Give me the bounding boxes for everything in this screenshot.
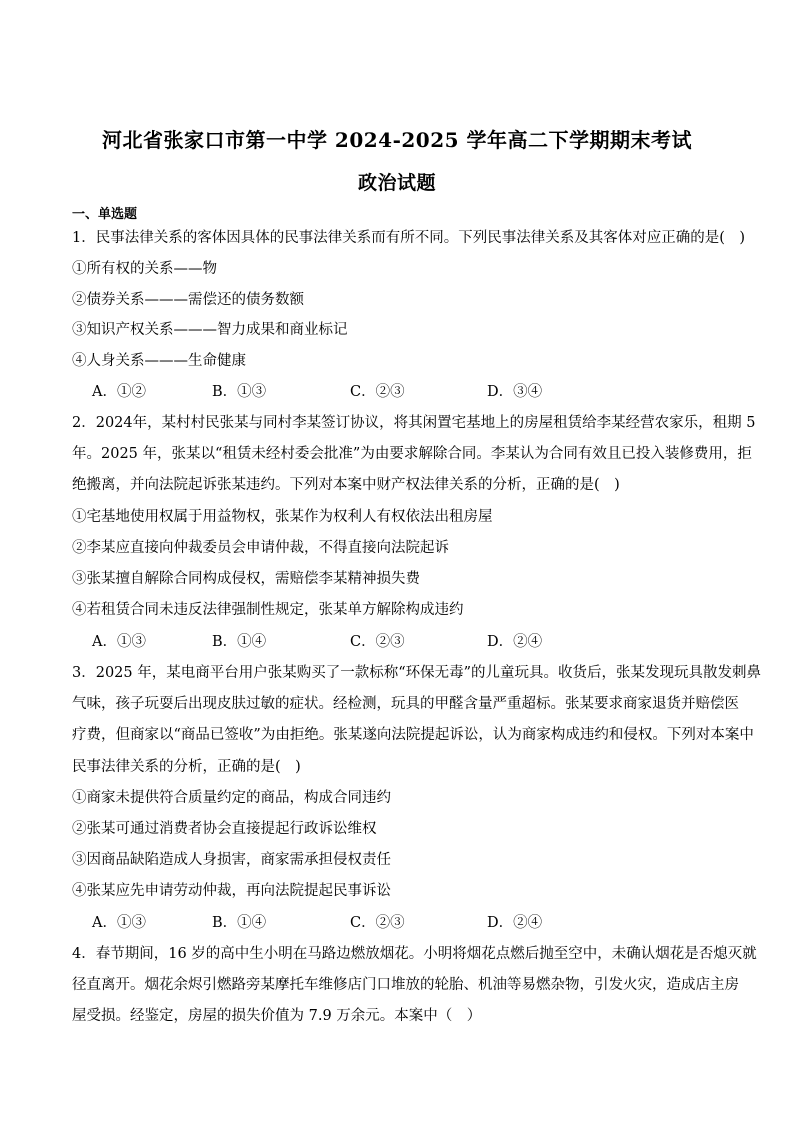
section-heading: 一、单选题: [72, 207, 138, 222]
option-d: D．②④: [487, 915, 543, 931]
question-2-item-4: ④若租赁合同未违反法律强制性规定，张某单方解除构成违约: [72, 602, 464, 618]
question-1-item-1: ①所有权的关系——物: [72, 261, 217, 277]
option-c: C．②③: [350, 915, 405, 931]
question-1-stem-line: 1．民事法律关系的客体因具体的民事法律关系而有所不同。下列民事法律关系及其客体对应正确的是( ): [72, 230, 746, 246]
question-1-item-4: ④人身关系———生命健康: [72, 353, 246, 369]
option-c: C．②③: [350, 634, 405, 650]
question-4-stem-line: 屋受损。经鉴定，房屋的损失价值为 7.9 万余元。本案中（ ）: [72, 1008, 482, 1024]
question-2-stem-line: 2．2024年，某村村民张某与同村李某签订协议，将其闲置宅基地上的房屋租赁给李某经营农家乐，租期 5: [72, 415, 756, 431]
option-b: B．①④: [212, 634, 267, 650]
question-2-item-1: ①宅基地使用权属于用益物权，张某作为权利人有权依法出租房屋: [72, 509, 493, 525]
option-d: D．③④: [487, 384, 543, 400]
question-3-item-1: ①商家未提供符合质量约定的商品，构成合同违约: [72, 790, 391, 806]
question-2-stem-line: 绝搬离，并向法院起诉张某违约。下列对本案中财产权法律关系的分析，正确的是( ): [72, 477, 620, 493]
question-1-item-3: ③知识产权关系———智力成果和商业标记: [72, 322, 348, 338]
question-2-item-3: ③张某擅自解除合同构成侵权，需赔偿李某精神损失费: [72, 571, 420, 587]
question-3-stem-line: 民事法律关系的分析，正确的是( ): [72, 759, 301, 775]
question-3-stem-line: 疗费，但商家以“商品已签收”为由拒绝。张某遂向法院提起诉讼，认为商家构成违约和侵权。下列对本案中: [72, 727, 754, 743]
question-1-options: [92, 382, 692, 402]
option-b: B．①③: [212, 384, 267, 400]
question-4-stem-line: 4．春节期间，16 岁的高中生小明在马路边燃放烟花。小明将烟花点燃后抛至空中，未确认烟花是否熄灭就: [72, 946, 757, 962]
question-3-options: [92, 913, 692, 933]
question-4-stem-line: 径直离开。烟花余烬引燃路旁某摩托车维修店门口堆放的轮胎、机油等易燃杂物，引发火灾，造成店主房: [72, 977, 739, 993]
question-3-item-2: ②张某可通过消费者协会直接提起行政诉讼维权: [72, 821, 377, 837]
question-2-stem-line: 年。2025 年，张某以“租赁未经村委会批准”为由要求解除合同。李某认为合同有效且已投入装修费用，拒: [72, 446, 752, 462]
question-3-item-4: ④张某应先申请劳动仲裁，再向法院提起民事诉讼: [72, 883, 391, 899]
question-2-options: [92, 632, 692, 652]
question-3-stem-line: 气味，孩子玩耍后出现皮肤过敏的症状。经检测，玩具的甲醛含量严重超标。张某要求商家退货并赔偿医: [72, 696, 739, 712]
option-b: B．①④: [212, 915, 267, 931]
option-c: C．②③: [350, 384, 405, 400]
option-a: A．①②: [92, 384, 146, 400]
option-d: D．②④: [487, 634, 543, 650]
question-2-item-2: ②李某应直接向仲裁委员会申请仲裁，不得直接向法院起诉: [72, 540, 449, 556]
question-3-item-3: ③因商品缺陷造成人身损害，商家需承担侵权责任: [72, 852, 391, 868]
question-3-stem-line: 3．2025 年，某电商平台用户张某购买了一款标称“环保无毒”的儿童玩具。收货后，张某发现玩具散发刺鼻: [72, 665, 762, 681]
option-a: A．①③: [92, 634, 146, 650]
option-a: A．①③: [92, 915, 146, 931]
document-title: 河北省张家口市第一中学 2024-2025 学年高二下学期期末考试: [101, 128, 693, 152]
document-subtitle: 政治试题: [357, 172, 436, 194]
question-1-item-2: ②债券关系———需偿还的债务数额: [72, 292, 304, 308]
